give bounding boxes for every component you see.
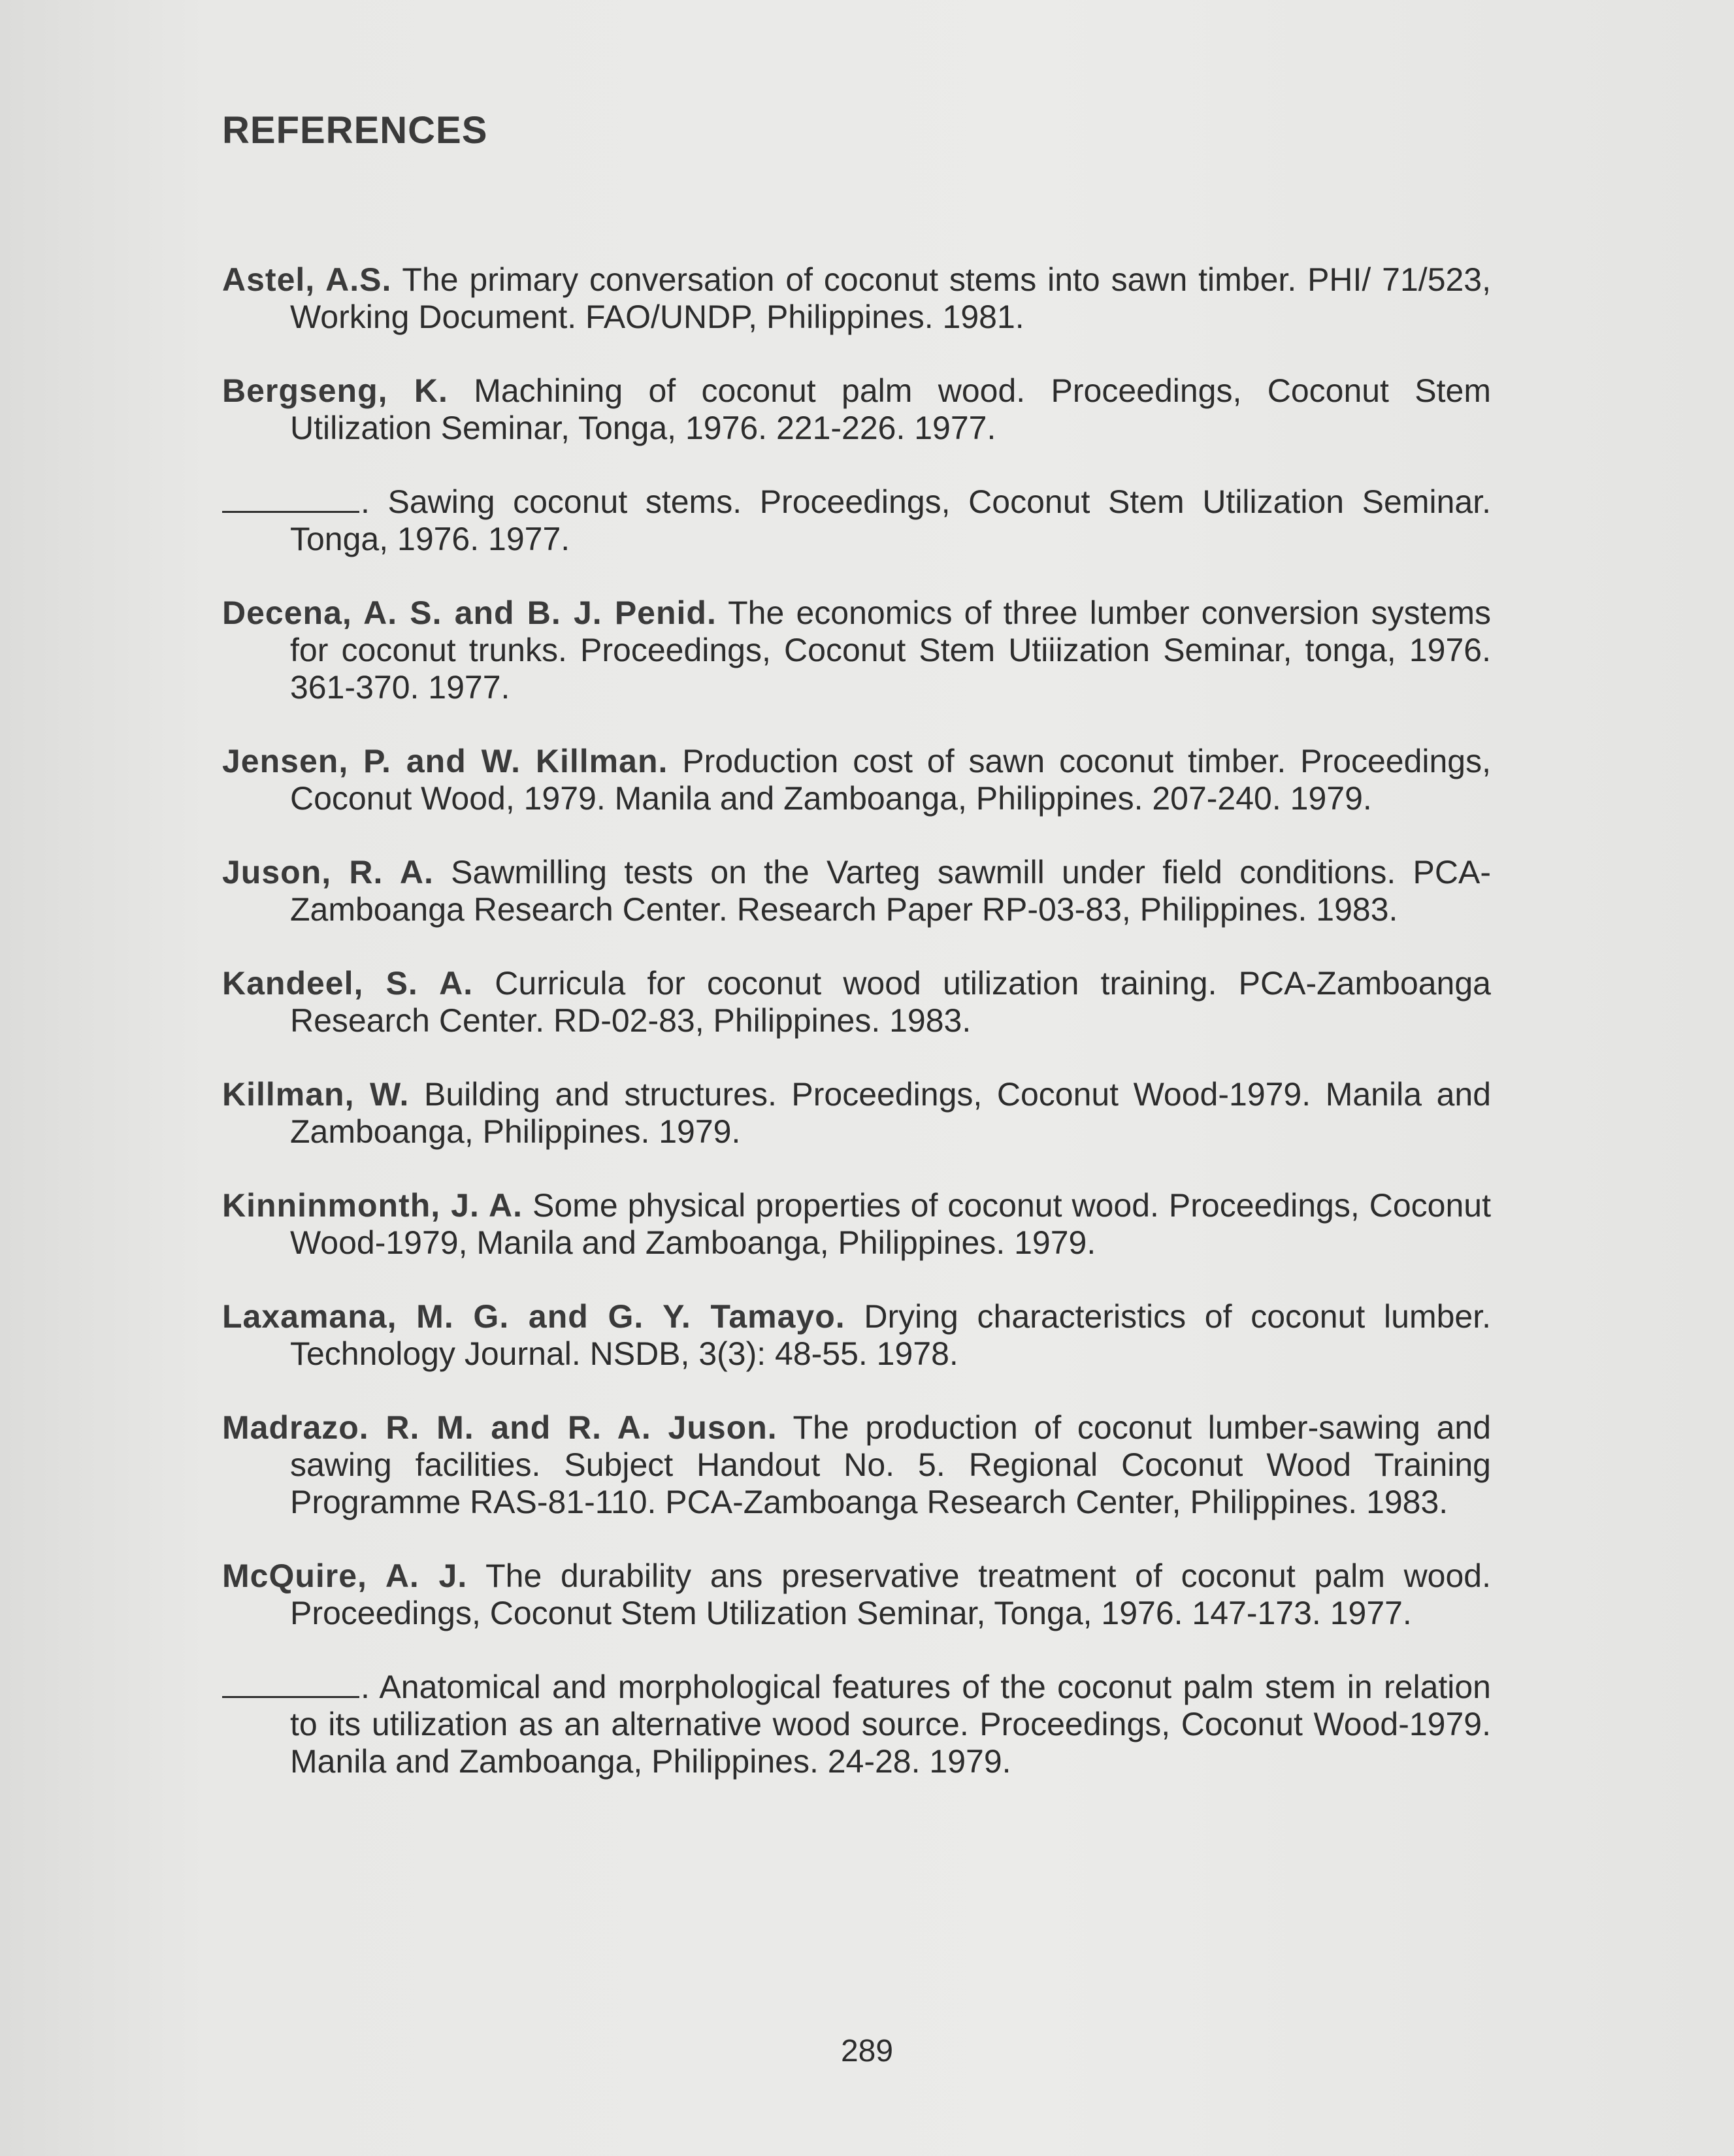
reference-text: Drying characteristics of coconut lumber. Technology Journal. NSDB, 3(3): 48-55. 1978. bbox=[290, 1298, 1491, 1372]
reference-list bbox=[222, 229, 1491, 1817]
reference-item bbox=[222, 1409, 1491, 1521]
reference-author: Kinninmonth, J. A. bbox=[222, 1187, 523, 1224]
reference-text: Machining of coconut palm wood. Proceedings, Coconut Stem Utilization Seminar, Tonga, 1976. 221-226. 1977. bbox=[290, 372, 1492, 446]
reference-text: The primary conversation of coconut stems into sawn timber. PHI/ 71/523, Working Document. FAO/UNDP, Philippines. 1981. bbox=[290, 261, 1492, 335]
reference-author: Killman, W. bbox=[222, 1076, 410, 1113]
reference-author: McQuire, A. J. bbox=[222, 1558, 468, 1594]
reference-text: . Sawing coconut stems. Proceedings, Coconut Stem Utilization Seminar. Tonga, 1976. 1977. bbox=[290, 483, 1491, 557]
reference-author: Madrazo. R. M. and R. A. Juson. bbox=[222, 1409, 777, 1446]
reference-item bbox=[222, 965, 1491, 1039]
reference-item bbox=[222, 1076, 1491, 1151]
reference-text: Production cost of sawn coconut timber. Proceedings, Coconut Wood, 1979. Manila and Zamboanga, Philippines. 207-240. 1979. bbox=[290, 743, 1491, 817]
reference-item bbox=[222, 1669, 1491, 1780]
reference-text: The economics of three lumber conversion systems for coconut trunks. Proceedings, Coconut Stem Utiiization Seminar, tonga, 1976. 361-370. 1977. bbox=[290, 595, 1491, 706]
reference-text: The production of coconut lumber-sawing and sawing facilities. Subject Handout No. 5. Regional Coconut Wood Training Programme RAS-81-110. PCA-Zamboanga Research Center, Philippines. 1983. bbox=[290, 1409, 1492, 1520]
reference-item bbox=[222, 1298, 1491, 1373]
repeat-author-dash bbox=[222, 486, 359, 513]
reference-text: The durability ans preservative treatment of coconut palm wood. Proceedings, Coconut Stem Utilization Seminar, Tonga, 1976. 147-173. 1977. bbox=[290, 1558, 1492, 1631]
reference-text: Building and structures. Proceedings, Coconut Wood-1979. Manila and Zamboanga, Philippines. 1979. bbox=[290, 1076, 1491, 1150]
reference-item bbox=[222, 743, 1491, 817]
reference-author: Juson, R. A. bbox=[222, 854, 434, 890]
reference-author: Astel, A.S. bbox=[222, 261, 392, 298]
reference-item bbox=[222, 483, 1491, 558]
reference-item bbox=[222, 261, 1491, 336]
reference-text: Curricula for coconut wood utilization training. PCA-Zamboanga Research Center. RD-02-83, Philippines. 1983. bbox=[290, 965, 1491, 1039]
reference-item bbox=[222, 1187, 1491, 1262]
reference-item bbox=[222, 854, 1491, 928]
reference-author: Laxamana, M. G. and G. Y. Tamayo. bbox=[222, 1298, 845, 1335]
reference-author: Decena, A. S. and B. J. Penid. bbox=[222, 595, 717, 631]
repeat-author-dash bbox=[222, 1671, 359, 1698]
page-number: 289 bbox=[840, 2034, 894, 2068]
reference-text: . Anatomical and morphological features of the coconut palm stem in relation to its utilization as an alternative wood source. Proceedings, Coconut Wood-1979. Manila and Zamboanga, Philippines. 24-28. 1979. bbox=[290, 1669, 1491, 1780]
reference-item bbox=[222, 595, 1491, 706]
reference-item bbox=[222, 1558, 1491, 1632]
reference-text: Some physical properties of coconut wood. Proceedings, Coconut Wood-1979, Manila and Zamboanga, Philippines. 1979. bbox=[290, 1187, 1491, 1261]
reference-author: Bergseng, K. bbox=[222, 372, 448, 409]
reference-author: Jensen, P. and W. Killman. bbox=[222, 743, 668, 779]
reference-author: Kandeel, S. A. bbox=[222, 965, 474, 1002]
reference-item bbox=[222, 372, 1491, 447]
reference-text: Sawmilling tests on the Varteg sawmill under field conditions. PCA-Zamboanga Research Center. Research Paper RP-03-83, Philippines. 1983. bbox=[290, 854, 1491, 928]
page-title: REFERENCES bbox=[222, 109, 488, 152]
